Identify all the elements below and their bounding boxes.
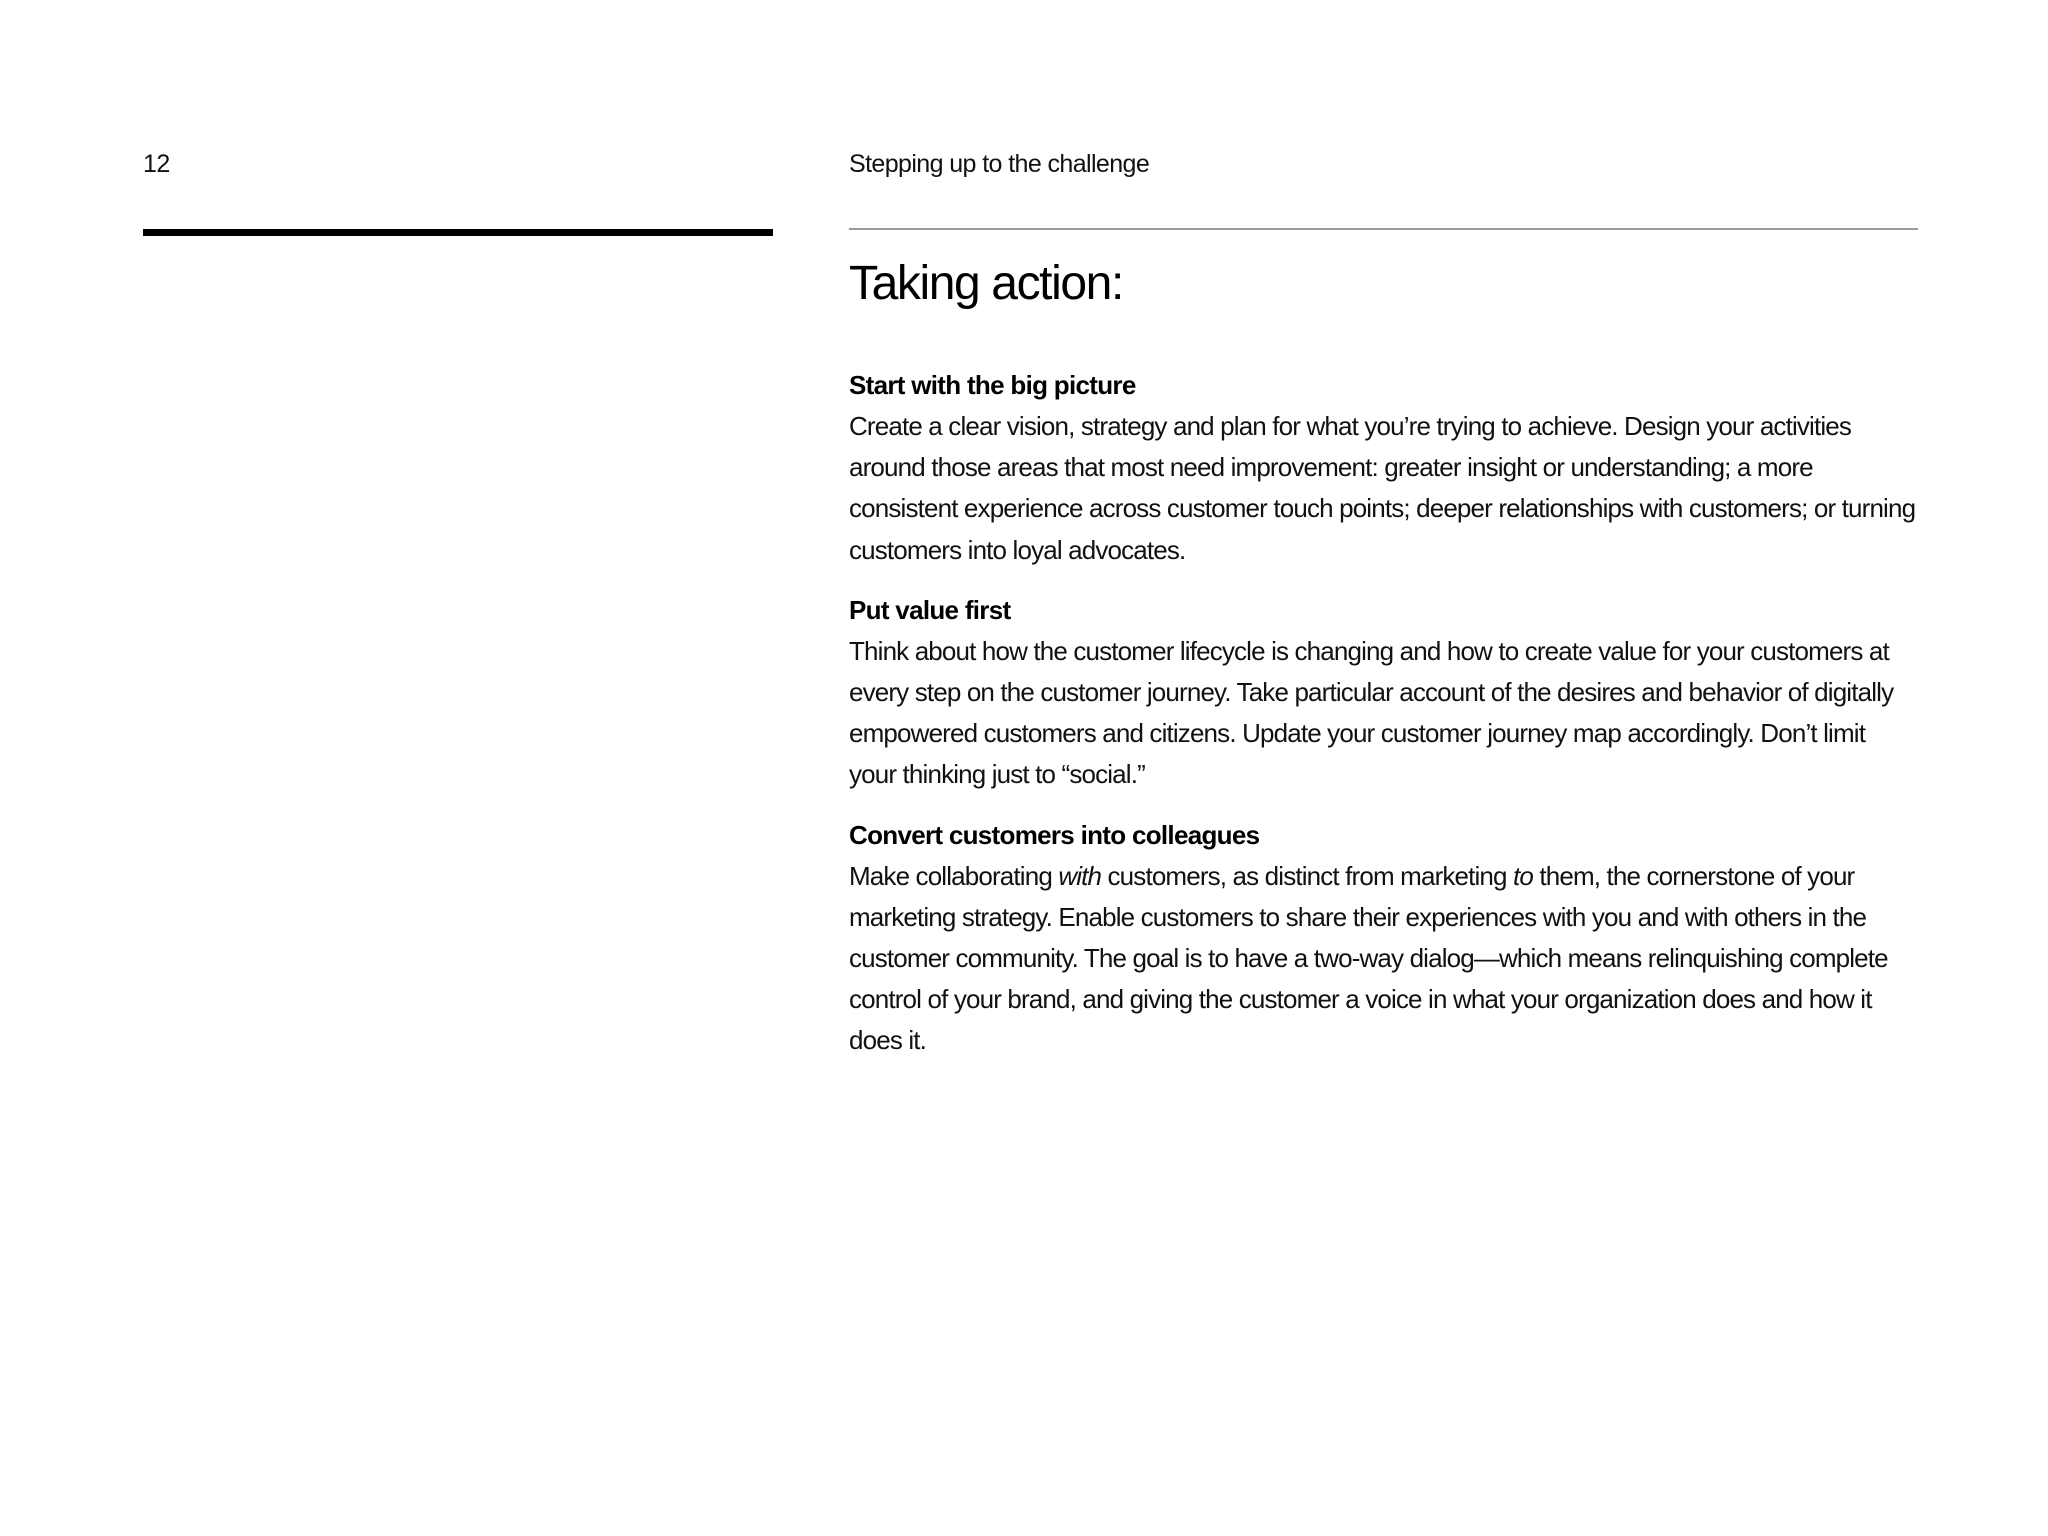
section-heading: Convert customers into colleagues — [849, 819, 1260, 850]
body-text: customers, as distinct from marketing — [1101, 860, 1514, 891]
body-text: Make collaborating — [849, 860, 1059, 891]
header-divider-rule — [849, 228, 1918, 230]
body-text: them, the cornerstone of your marketing strategy. Enable customers to share their experiences with you and with others in the customer community. The goal is to have a two-way dialog—which means relinquishing complete control of your brand, and giving the customer a voice in what your organization does and how it does it. — [849, 860, 1888, 1056]
page-title: Taking action: — [849, 257, 1123, 310]
section-body: Create a clear vision, strategy and plan for what you’re trying to achieve. Design your activities around those areas that most need improvement: greater insight or understanding; a more consistent experience across customer touch points; deeper relationships with customers; or turning customers into loyal advocates. — [849, 411, 1916, 565]
section-heading: Start with the big picture — [849, 370, 1136, 400]
section-body: Think about how the customer lifecycle is changing and how to create value for your customers at every step on the customer journey. Take particular account of the desires and behavior of digitally empowered customers and citizens. Update your customer journey map accordingly. Don’t limit your thinking just to “social.” — [849, 635, 1894, 790]
emphasis-text: with — [1058, 860, 1102, 891]
emphasis-text: to — [1513, 860, 1534, 891]
running-head: Stepping up to the challenge — [849, 150, 1150, 178]
section-value-first — [849, 590, 1918, 796]
left-divider-rule — [143, 229, 773, 236]
page-number: 12 — [143, 150, 170, 178]
section-body — [849, 856, 1918, 1062]
section-customers-colleagues — [849, 815, 1918, 1062]
main-content — [849, 253, 1918, 1062]
section-big-picture — [849, 365, 1918, 571]
section-heading: Put value first — [849, 594, 1011, 625]
